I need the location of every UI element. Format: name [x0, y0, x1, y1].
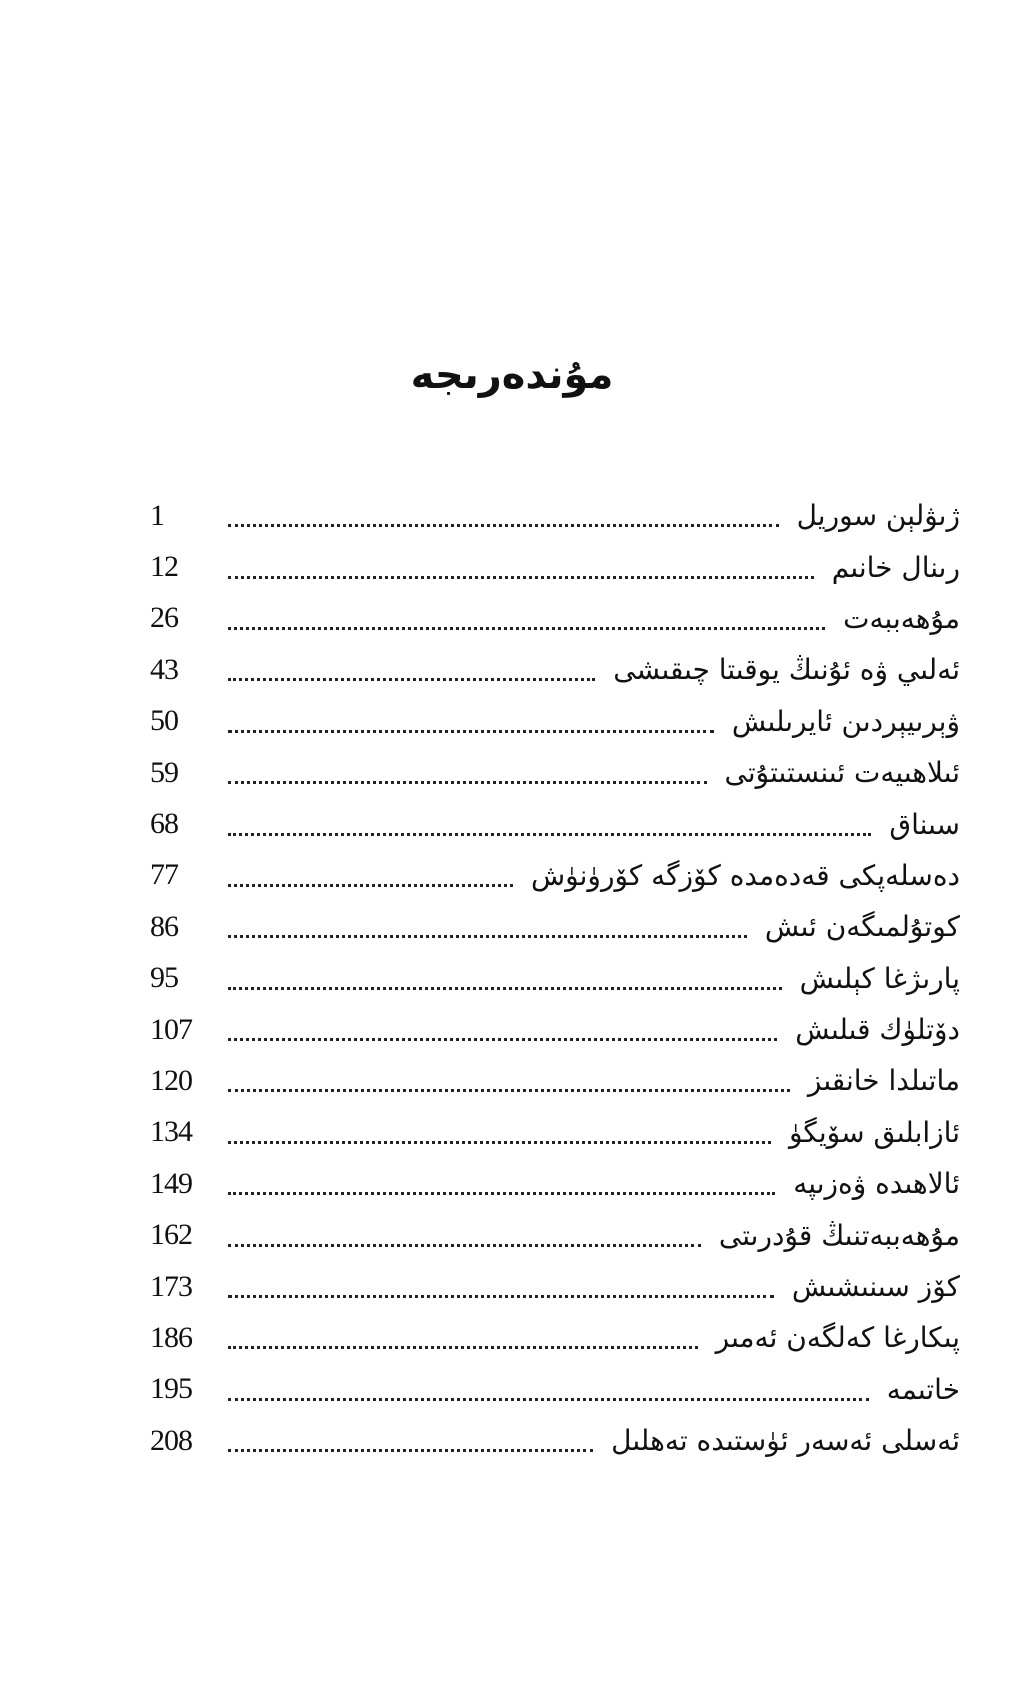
toc-entry-title: ئەسلى ئەسەر ئۈستىدە تەھلىل [611, 1424, 960, 1458]
toc-leader-dots [228, 1244, 701, 1247]
toc-entry-title: ئالاھىدە ۋەزىپە [793, 1167, 960, 1201]
toc-leader-dots [228, 1346, 698, 1349]
toc-entry[interactable] [150, 953, 960, 1004]
toc-entry[interactable] [150, 798, 960, 849]
toc-page-number: 107 [150, 1012, 192, 1046]
toc-leader-dots [228, 1398, 869, 1401]
toc-leader-dots [228, 935, 747, 938]
toc-page-number: 134 [150, 1115, 192, 1149]
toc-page-number: 173 [150, 1269, 192, 1303]
toc-entry-title: پارىژغا كېلىش [799, 961, 960, 995]
toc-leader-dots [228, 781, 707, 784]
toc-page-number: 1 [150, 498, 164, 532]
toc-leader-dots [228, 1089, 790, 1092]
toc-page-number: 95 [150, 961, 178, 995]
toc-leader-dots [228, 987, 782, 990]
toc-leader-dots [228, 576, 814, 579]
toc-page-number: 186 [150, 1320, 192, 1354]
toc-entry[interactable] [150, 1364, 960, 1415]
toc-entry-title: مۇھەببەتنىڭ قۇدرىتى [718, 1218, 960, 1252]
toc-page-number: 68 [150, 807, 178, 841]
toc-page-number: 26 [150, 601, 178, 635]
toc-page-number: 86 [150, 909, 178, 943]
toc-entry[interactable] [150, 901, 960, 952]
toc-leader-dots [228, 1192, 775, 1195]
toc-leader-dots [228, 1295, 774, 1298]
toc-entry-title: ماتىلدا خانقىز [807, 1064, 960, 1098]
toc-entry-title: ئازابلىق سۆيگۈ [788, 1115, 960, 1149]
toc-page-number: 50 [150, 704, 178, 738]
toc-entry[interactable] [150, 1209, 960, 1260]
toc-entry-title: خاتىمە [886, 1372, 960, 1406]
toc-entry[interactable] [150, 1415, 960, 1466]
toc-entry-title: پىكارغا كەلگەن ئەمىر [715, 1321, 960, 1355]
toc-entry[interactable] [150, 696, 960, 747]
toc-entry[interactable] [150, 1261, 960, 1312]
toc-entry[interactable] [150, 1312, 960, 1363]
toc-page-number: 77 [150, 858, 178, 892]
toc-leader-dots [228, 1038, 777, 1041]
toc-leader-dots [228, 833, 871, 836]
toc-leader-dots [228, 884, 513, 887]
toc-leader-dots [228, 730, 714, 733]
toc-leader-dots [228, 678, 595, 681]
toc-entry-title: دۆتلۈك قىلىش [795, 1013, 960, 1047]
toc-page-number: 195 [150, 1372, 192, 1406]
page-title: مۇندەرىجە [410, 352, 614, 398]
toc-entry-title: مۇھەببەت [843, 601, 960, 635]
toc-entry[interactable] [150, 593, 960, 644]
toc-entry[interactable] [150, 850, 960, 901]
toc-entry-title: سىناق [889, 807, 960, 841]
toc-entry-title: ۋېرىيېردىن ئايرىلىش [731, 704, 960, 738]
toc-entry-title: كۆز سىنىشىش [791, 1270, 960, 1304]
toc-page-number: 43 [150, 652, 178, 686]
toc-entry[interactable] [150, 747, 960, 798]
toc-page-number: 162 [150, 1218, 192, 1252]
toc-entry[interactable] [150, 1107, 960, 1158]
toc-leader-dots [228, 1141, 771, 1144]
toc-entry[interactable] [150, 1158, 960, 1209]
toc-entry[interactable] [150, 490, 960, 541]
toc-leader-dots [228, 1449, 593, 1452]
toc-page-number: 120 [150, 1063, 192, 1097]
toc-leader-dots [228, 524, 779, 527]
toc-entry-title: ژىۋلېن سوريل [796, 499, 960, 533]
toc-entry-title: رىنال خانىم [831, 550, 960, 584]
toc-page-number: 149 [150, 1166, 192, 1200]
toc-entry[interactable] [150, 644, 960, 695]
table-of-contents [150, 490, 960, 1466]
toc-leader-dots [228, 627, 825, 630]
toc-page-number: 59 [150, 755, 178, 789]
toc-page-number: 12 [150, 550, 178, 584]
toc-entry[interactable] [150, 1055, 960, 1106]
toc-page-number: 208 [150, 1423, 192, 1457]
toc-entry-title: ئىلاھىيەت ئىنستىتۇتى [724, 756, 960, 790]
toc-entry-title: ئەلىي ۋە ئۇنىڭ يوقىتا چىقىشى [613, 653, 960, 687]
toc-entry-title: دەسلەپكى قەدەمدە كۆزگە كۆرۈنۈش [530, 858, 960, 892]
toc-entry-title: كوتۇلمىگەن ئىش [764, 910, 960, 944]
toc-entry[interactable] [150, 541, 960, 592]
toc-entry[interactable] [150, 1004, 960, 1055]
